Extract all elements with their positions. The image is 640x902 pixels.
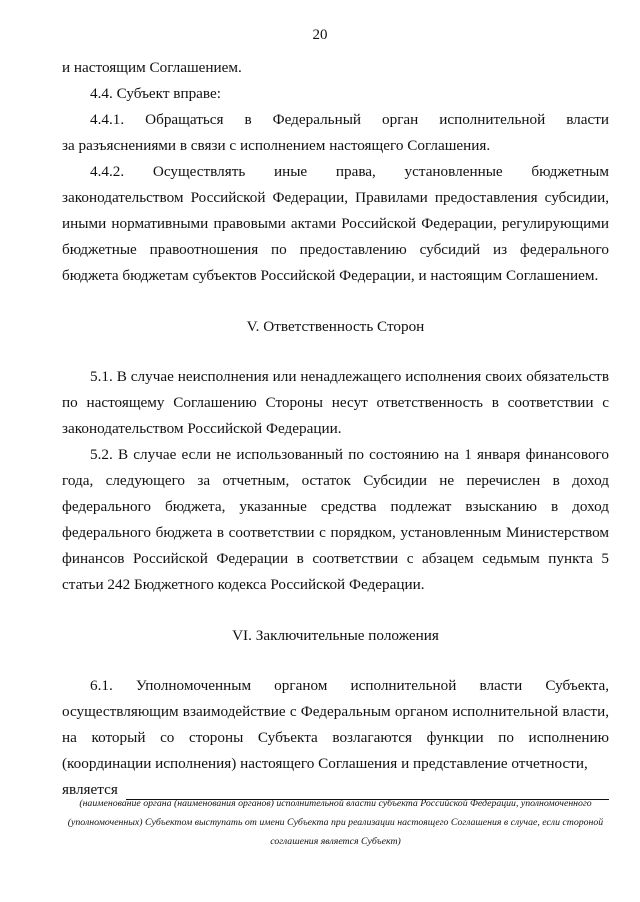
page-number: 20 xyxy=(312,27,328,43)
section-heading-vi: VI. Заключительные положения xyxy=(232,627,439,644)
paragraph-5-1: 5.1. В случае неисполнения или ненадлежащего исполнения своих обязательств по настоящему Соглашению Стороны несут ответственность в соответствии с законодательством Российской Федерации. xyxy=(62,368,609,437)
paragraph-6-1: 6.1. Уполномоченным органом исполнительной власти Субъекта, осуществляющим взаимодействие с Федеральным органом исполнительной власти, на который со стороны Субъекта возлагаются функции по исполнению (координации исполнения) настоящего Соглашения и представление отчетности, xyxy=(62,677,609,772)
section-heading-v: V. Ответственность Сторон xyxy=(246,318,425,335)
paragraph-4-4: 4.4. Субъект вправе: xyxy=(90,85,221,102)
footnote-caption: (наименование органа (наименования органов) исполнительной власти субъекта Российской Федерации, уполномоченного (уполномоченных) Субъектом выступать от имени Субъекта при реализации настоящего Соглашения в случае, если стороной соглашения является Субъект) xyxy=(67,798,604,847)
paragraph-4-4-1-line2: за разъяснениями в связи с исполнением настоящего Соглашения. xyxy=(62,137,491,154)
paragraph-4-4-1-line1: 4.4.1. Обращаться в Федеральный орган исполнительной власти xyxy=(90,111,609,128)
paragraph-continuation: и настоящим Соглашением. xyxy=(62,59,242,76)
fill-in-label: является xyxy=(62,781,118,798)
paragraph-5-2: 5.2. В случае если не использованный по состоянию на 1 января финансового года, следующего за отчетным, остаток Субсидии не перечислен в доход федерального бюджета, указанные средства подлежат взысканию в доход федерального бюджета в соответствии с порядком, установленным Министерством финансов Российской Федерации в соответствии с абзацем седьмым пункта 5 статьи 242 Бюджетного кодекса Российской Федерации. xyxy=(62,446,609,593)
document-body xyxy=(62,55,609,803)
paragraph-4-4-2: 4.4.2. Осуществлять иные права, установленные бюджетным законодательством Российской Федерации, Правилами предоставления субсидии, иными нормативными правовыми актами Российской Федерации, регулирующими бюджетные правоотношения по предоставлению субсидий из федерального бюджета бюджетам субъектов Российской Федерации, и настоящим Соглашением. xyxy=(62,163,609,284)
